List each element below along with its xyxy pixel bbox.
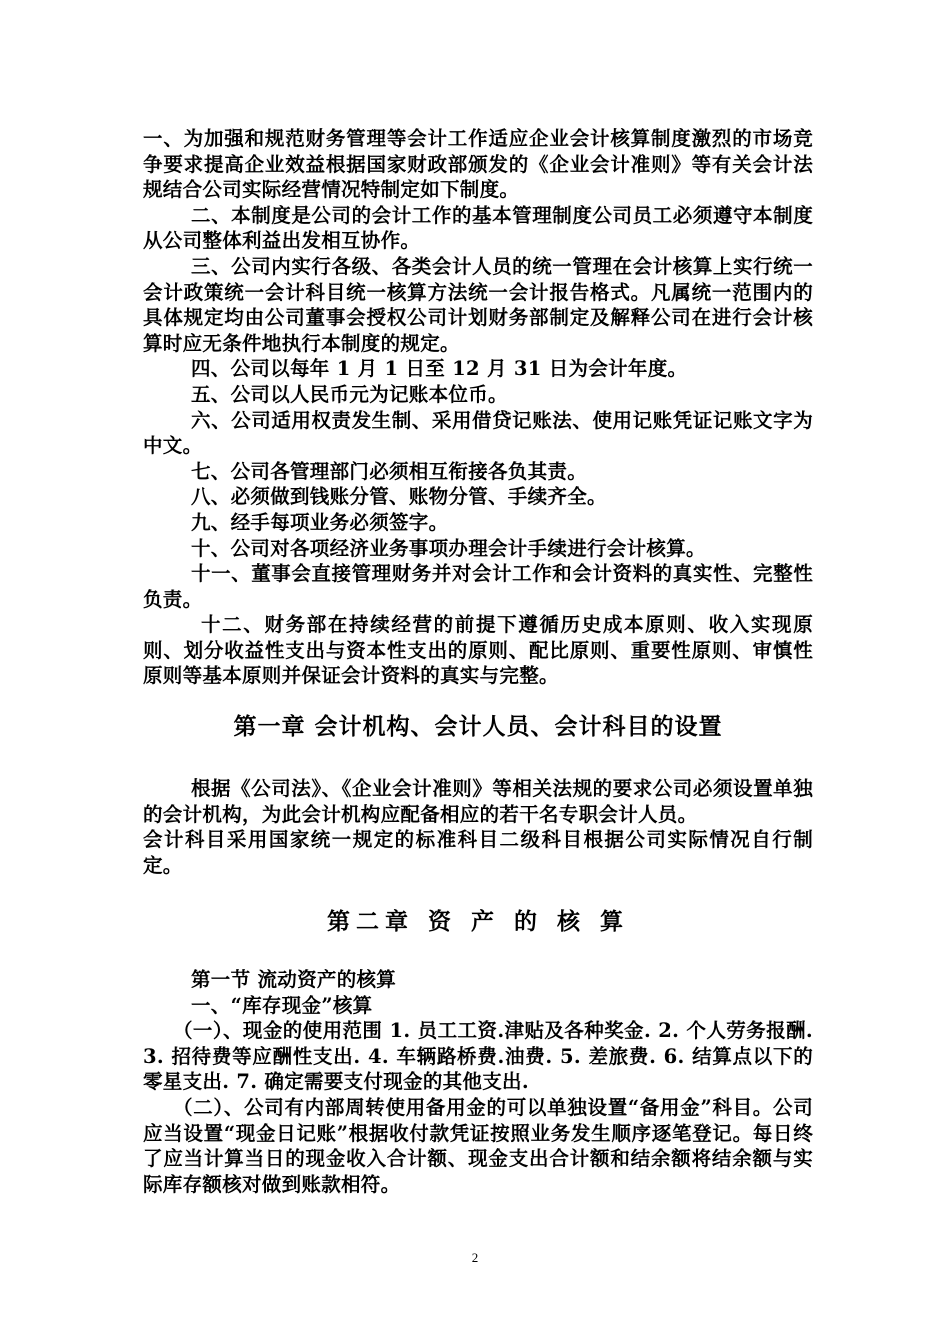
intro-paragraph-6: 六、公司适用权责发生制、采用借贷记账法、使用记账凭证记账文字为中文。 [143, 408, 813, 458]
intro-paragraph-1: 一、为加强和规范财务管理等会计工作适应企业会计核算制度激烈的市场竞争要求提高企业效益根据国家财政部颁发的《企业会计准则》等有关会计法规结合公司实际经营情况特制定如下制度。 [143, 127, 813, 202]
chapter-2-title: 第二章 资 产 的 核 算 [326, 908, 630, 935]
intro-paragraph-12: 十二、财务部在持续经营的前提下遵循历史成本原则、收入实现原则、划分收益性支出与资本性支出的原则、配比原则、重要性原则、审慎性原则等基本原则并保证会计资料的真实与完整。 [143, 613, 813, 688]
chapter-1-paragraph-2: 会计科目采用国家统一规定的标准科目二级科目根据公司实际情况自行制定。 [143, 828, 813, 877]
chapter-1-title: 第一章 会计机构、会计人员、会计科目的设置 [233, 713, 723, 740]
intro-section [143, 126, 813, 689]
sub-item-1-paragraph: （一）、现金的使用范围 1. 员工工资.津贴及各种奖金. 2. 个人劳务报酬. 3. 招待费等应酬性支出. 4. 车辆路桥费.油费. 5. 差旅费. 6. 结算点以下的零星支出. 7. 确定需要支付现金的其他支出. [143, 1019, 813, 1094]
intro-paragraph-9: 九、经手每项业务必须签字。 [191, 510, 449, 534]
page-number: 2 [471, 1250, 479, 1265]
chapter-1-body [143, 776, 813, 878]
intro-paragraph-11: 十一、董事会直接管理财务并对会计工作和会计资料的真实性、完整性负责。 [143, 562, 813, 611]
chapter-1-paragraph-1: 根据《公司法》、《企业会计准则》等相关法规的要求公司必须设置单独的会计机构，为此会计机构应配备相应的若干名专职会计人员。 [143, 777, 813, 826]
item-1-heading: 一、“库存现金”核算 [191, 993, 373, 1017]
intro-paragraph-2: 二、本制度是公司的会计工作的基本管理制度公司员工必须遵守本制度从公司整体利益出发相互协作。 [143, 203, 813, 253]
section-1-heading: 第一节 流动资产的核算 [191, 968, 397, 991]
intro-paragraph-8: 八、必须做到钱账分管、账物分管、手续齐全。 [191, 485, 607, 509]
intro-paragraph-10: 十、公司对各项经济业务事项办理会计手续进行会计核算。 [191, 536, 706, 560]
chapter-2-body [143, 967, 813, 1197]
intro-paragraph-5: 五、公司以人民币元为记账本位币。 [191, 382, 508, 406]
intro-paragraph-7: 七、公司各管理部门必须相互衔接各负其责。 [191, 459, 588, 483]
intro-paragraph-4: 四、公司以每年 1 月 1 日至 12 月 31 日为会计年度。 [191, 357, 688, 381]
intro-paragraph-3: 三、公司内实行各级、各类会计人员的统一管理在会计核算上实行统一会计政策统一会计科目统一核算方法统一会计报告格式。凡属统一范围内的具体规定均由公司董事会授权公司计划财务部制定及解释公司在进行会计核算时应无条件地执行本制度的规定。 [143, 254, 813, 355]
sub-item-2-paragraph: （二）、公司有内部周转使用备用金的可以单独设置“备用金”科目。公司应当设置“现金日记账”根据收付款凭证按照业务发生顺序逐笔登记。每日终了应当计算当日的现金收入合计额、现金支出合计额和结余额将结余额与实际库存额核对做到账款相符。 [143, 1095, 813, 1196]
